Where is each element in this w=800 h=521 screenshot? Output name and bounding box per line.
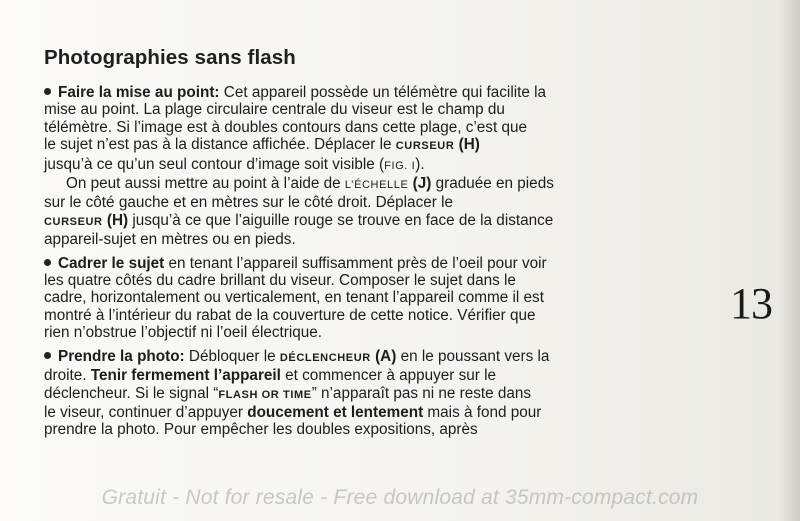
text-segment: jusqu’à ce que l’aiguille rouge se trouve en face de la distance [128,211,554,229]
text-line [44,212,684,231]
section-heading: Photographies sans flash [44,46,296,69]
page-number: 13 [730,279,772,328]
text-line [44,156,684,175]
text-segment: mais à fond pour [423,403,542,421]
text-segment: (J) [408,175,432,193]
text-segment: Tenir fermement l’appareil [90,367,281,385]
text-line [44,119,684,136]
text-segment: DÉCLENCHEUR [279,351,371,364]
text-segment: le sujet n’est pas à la distance affichée. Déplacer le [44,136,396,154]
text-segment: Prendre la photo: [58,347,185,365]
text-segment: droite. [44,367,91,385]
text-line [44,255,684,272]
text-segment: (H) [102,211,129,229]
text-segment: Cet appareil possède un télémètre qui facilite la [219,84,547,101]
text-segment: appareil-sujet en mètres ou en pieds. [44,231,296,249]
text-segment: (H) [454,136,480,154]
text-segment: déclencheur. Si le signal “ [44,384,219,402]
text-segment: On peut aussi mettre au point à l’aide de [66,175,345,193]
text-segment: FIG. I [384,159,416,172]
text-segment: cadre, horizontalement ou verticalement, en tenant l’appareil comme il est [44,289,544,307]
text-segment: jusqu’à ce qu’un seul contour d’image soit visible ( [44,155,385,173]
text-segment: prendre la photo. Pour empêcher les doubles expositions, après [44,421,478,439]
text-line [44,421,684,438]
text-segment: montré à l’intérieur du rabat de la couverture de cette notice. Vérifier que [44,306,536,324]
text-segment: CURSEUR [44,215,103,228]
text-segment: ” n’apparaît pas ni ne reste dans [311,384,532,402]
text-segment: graduée en pieds [431,175,554,193]
text-line [44,404,684,421]
text-segment: en le poussant vers la [396,347,550,365]
text-segment: FLASH OR TIME [218,388,312,401]
text-line [44,307,684,324]
text-line [44,272,684,289]
text-segment: L’ÉCHELLE [344,179,409,192]
text-segment: doucement et lentement [247,403,424,421]
text-segment: et commencer à appuyer sur le [280,367,497,385]
text-line [44,324,684,341]
text-segment: Cadrer le sujet [58,254,165,272]
text-line [44,231,684,248]
text-line [44,136,684,155]
text-segment: Débloquer le [184,347,280,365]
text-segment: (A) [370,347,397,365]
text-segment: ). [415,155,425,173]
text-line [44,385,684,404]
text-line [44,84,684,101]
bullet-icon [44,88,51,95]
text-segment: rien n’obstrue l’objectif ni l’oeil électrique. [44,324,323,342]
text-line [44,348,684,367]
text-line [44,175,684,194]
text-line [44,101,684,118]
bullet-icon [44,352,51,359]
text-line [44,289,684,306]
text-segment: CURSEUR [395,140,455,153]
text-segment: mise au point. La plage circulaire centrale du viseur est le champ du [44,101,505,119]
page-gutter-shadow [778,0,800,521]
text-segment: en tenant l’appareil suffisamment près de l’oeil pour voir [164,254,547,272]
bullet-icon [44,259,51,266]
text-line [44,367,684,384]
text-segment: sur le côté gauche et en mètres sur le côté droit. Déplacer le [44,194,453,212]
text-line [44,194,684,211]
text-segment: télémètre. Si l’image est à doubles contours dans cette plage, c’est que [44,118,527,136]
text-segment: les quatre côtés du cadre brillant du viseur. Composer le sujet dans le [44,272,516,290]
text-segment: le viseur, continuer d’appuyer [44,403,248,421]
body-text [44,84,684,439]
watermark-text: Gratuit - Not for resale - Free download at 35mm-compact.com [101,486,699,509]
text-segment: Faire la mise au point: [58,84,220,101]
